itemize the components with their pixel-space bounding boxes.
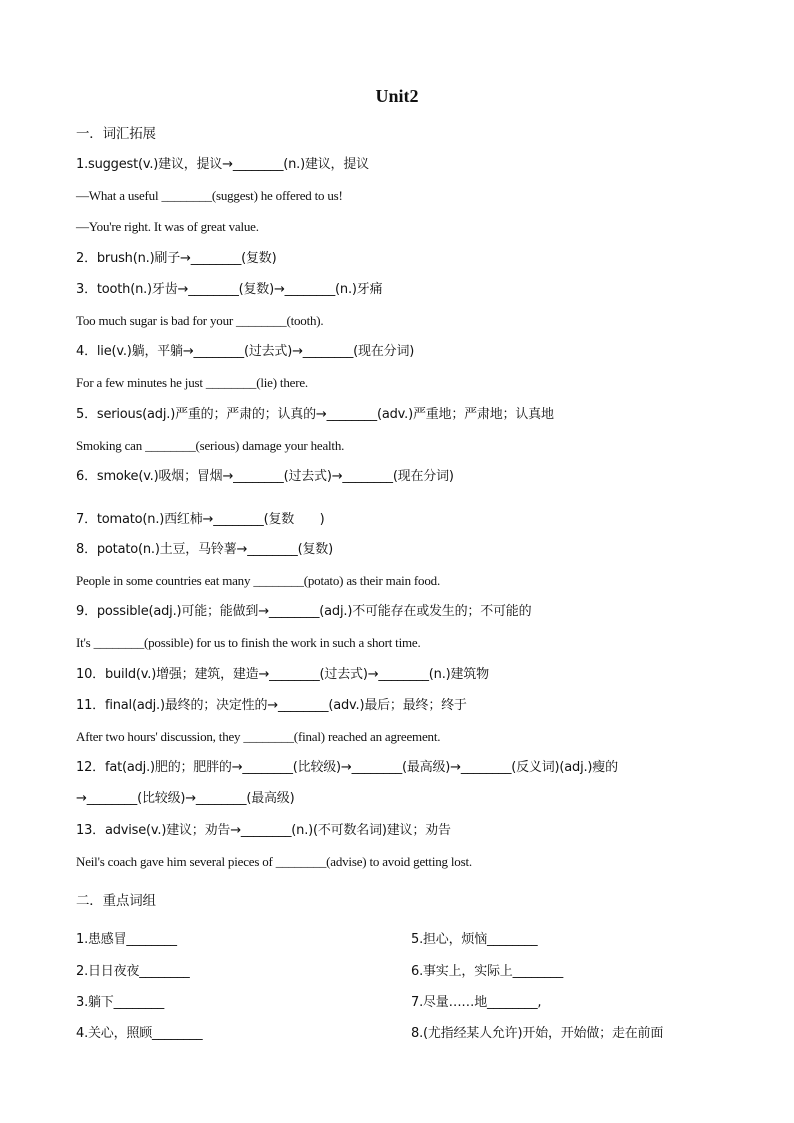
phrase-item: 6.事实上，实际上________: [411, 964, 564, 979]
exercise-line: 4．lie(v.)躺，平躺→________(过去式)→________(现在分词): [76, 344, 415, 359]
exercise-line: 13．advise(v.)建议；劝告→________(n.)(不可数名词)建议；劝告: [76, 823, 451, 838]
phrase-item: 5.担心，烦恼________: [411, 932, 538, 947]
exercise-line: It's ________(possible) for us to finish the work in such a short time.: [76, 635, 421, 650]
exercise-line: People in some countries eat many ________(potato) as their main food.: [76, 573, 440, 588]
exercise-line: 5．serious(adj.)严重的；严肃的；认真的→________(adv.)严重地；严肃地；认真地: [76, 407, 554, 422]
page-title: Unit2: [375, 86, 419, 106]
exercise-line: 6．smoke(v.)吸烟；冒烟→________(过去式)→________(现在分词): [76, 469, 454, 484]
exercise-line: After two hours' discussion, they ________(final) reached an agreement.: [76, 729, 441, 744]
phrase-item: 4.关心，照顾________: [76, 1026, 203, 1041]
phrase-item: 3.躺下________: [76, 995, 165, 1010]
exercise-line: Too much sugar is bad for your ________(tooth).: [76, 313, 324, 328]
phrase-item: 1.患感冒________: [76, 932, 177, 947]
phrase-item: 8.(尤指经某人允许)开始，开始做；走在前面: [411, 1026, 664, 1041]
exercise-line: 12．fat(adj.)肥的；肥胖的→________(比较级)→________(最高级)→________(反义词)(adj.)瘦的: [76, 760, 618, 775]
section2-heading: 二．重点词组: [76, 893, 156, 909]
exercise-line: Neil's coach gave him several pieces of ________(advise) to avoid getting lost.: [76, 854, 472, 869]
exercise-line: For a few minutes he just ________(lie) there.: [76, 375, 308, 390]
phrase-item: 7.尽量……地________,: [411, 995, 542, 1010]
exercise-line: 11．final(adj.)最终的；决定性的→________(adv.)最后；最终；终于: [76, 698, 467, 713]
exercise-line: Smoking can ________(serious) damage your health.: [76, 438, 345, 453]
exercise-line: —What a useful ________(suggest) he offered to us!: [76, 188, 343, 203]
section1-heading: 一．词汇拓展: [76, 126, 156, 142]
phrase-item: 2.日日夜夜________: [76, 964, 190, 979]
exercise-line: →________(比较级)→________(最高级): [76, 791, 295, 806]
exercise-line: 3．tooth(n.)牙齿→________(复数)→________(n.)牙痛: [76, 282, 383, 297]
exercise-line: 9．possible(adj.)可能；能做到→________(adj.)不可能存在或发生的；不可能的: [76, 604, 532, 619]
exercise-line: —You're right. It was of great value.: [76, 219, 259, 234]
exercise-line: 8．potato(n.)土豆，马铃薯→________(复数): [76, 542, 333, 557]
exercise-line: 10．build(v.)增强；建筑，建造→________(过去式)→________(n.)建筑物: [76, 667, 489, 682]
exercise-line: 7．tomato(n.)西红柿→________(复数 ): [76, 512, 325, 527]
exercise-line: 1.suggest(v.)建议，提议→________(n.)建议，提议: [76, 157, 369, 172]
exercise-line: 2．brush(n.)刷子→________(复数): [76, 251, 277, 266]
